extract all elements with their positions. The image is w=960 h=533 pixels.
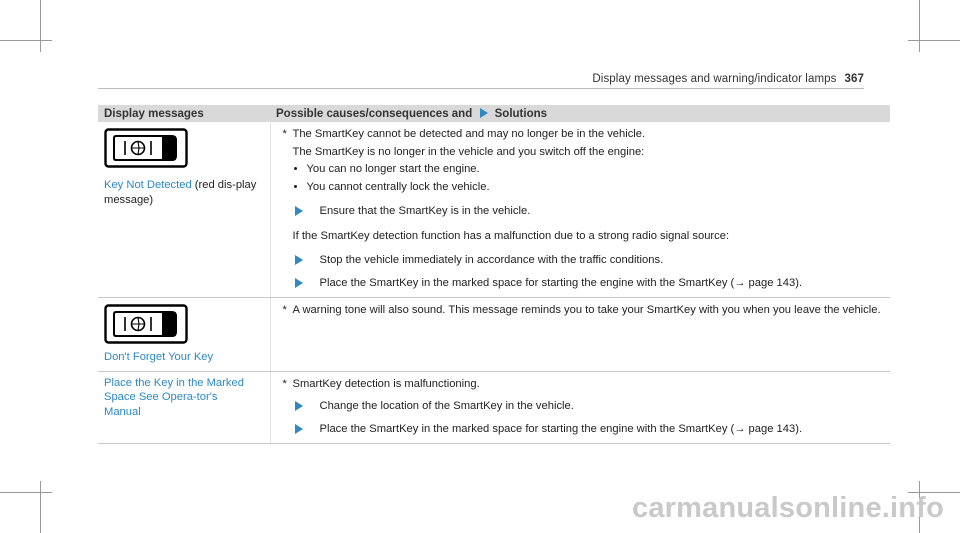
list-item: • You cannot centrally lock the vehicle. [307,180,885,195]
crop-mark [0,492,52,493]
action-arrow-icon [295,424,311,434]
list-item: • You can no longer start the engine. [307,162,885,177]
cause-item: * SmartKey detection is malfunctioning. [282,377,480,390]
crop-mark [919,0,920,52]
solution-cell [270,298,890,372]
table-row [98,298,890,372]
display-message-cell [98,298,270,372]
running-header [592,73,864,85]
solution-cell [270,371,890,444]
solution-step: Place the SmartKey in the marked space for starting the engine with the SmartKey (→ page 143). [293,422,885,437]
solution-step: Change the location of the SmartKey in the vehicle. [293,399,885,414]
message-key-not-detected: Key Not Detected [104,179,192,191]
cause-item: * The SmartKey cannot be detected and may no longer be in the vehicle. [282,128,646,140]
crop-mark [908,40,960,41]
smartkey-icon [104,304,188,344]
consequence-list [293,162,885,194]
solution-step: Stop the vehicle immediately in accordance with the traffic conditions. [293,253,885,268]
action-arrow-icon [480,108,488,118]
column-header-solutions-label: Solutions [494,107,548,120]
watermark: carmanualsonline.info [632,492,944,524]
table-header-row [98,105,890,122]
section-title: Display messages and warning/indicator lamps [592,73,837,85]
message-dont-forget-key: Don't Forget Your Key [104,351,214,363]
header-rule [98,88,864,89]
display-message-cell [98,122,270,298]
table-row [98,122,890,298]
message-place-key: Place the Key in the Marked Space See Opera-tor's Manual [104,376,244,418]
column-header-causes: Possible causes/consequences and [276,107,473,120]
action-arrow-icon [295,206,311,216]
solution-cell [270,122,890,298]
cause-item: * A warning tone will also sound. This message reminds you to take your SmartKey with you when you leave the vehicle. [282,304,881,316]
crop-mark [0,40,52,41]
smartkey-icon [104,128,188,168]
action-arrow-icon [295,255,311,265]
crop-mark [40,0,41,52]
condition-text: If the SmartKey detection function has a malfunction due to a strong radio signal source: [292,229,730,242]
messages-table [98,105,890,444]
message-note: (red dis-play message) [104,179,257,206]
action-arrow-icon [295,401,311,411]
column-header-display-messages: Display messages [98,105,270,122]
crop-mark [40,481,41,533]
solution-step: Ensure that the SmartKey is in the vehicle. [293,204,885,219]
page-number: 367 [844,73,864,85]
action-arrow-icon [295,278,311,288]
display-message-cell [98,371,270,444]
table-row [98,371,890,444]
column-header-solutions [270,105,890,122]
cause-detail: The SmartKey is no longer in the vehicle and you switch off the engine: [292,145,645,158]
solution-step: Place the SmartKey in the marked space for starting the engine with the SmartKey (→ page 143). [293,276,885,291]
